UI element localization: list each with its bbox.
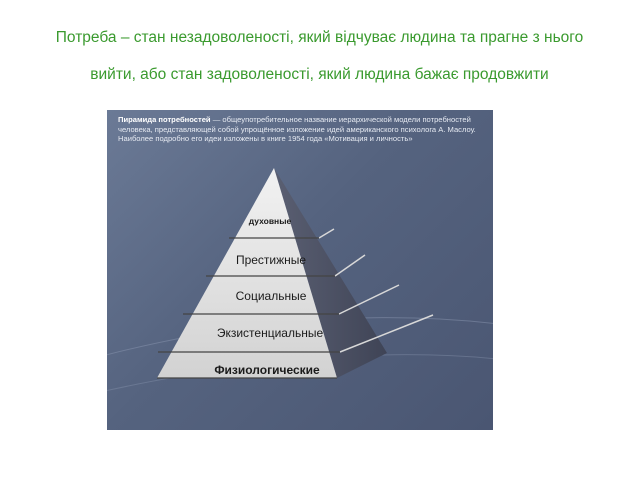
pyramid-level-spiritual: духовные <box>248 216 292 226</box>
slide-heading-line-1: Потреба – стан незадоволеності, який відчуває людина та прагне з нього <box>55 29 584 46</box>
description-term: Пирамида потребностей <box>118 115 211 124</box>
pyramid-level-physiological: Физиологические <box>214 363 320 377</box>
pyramid-level-prestige: Престижные <box>235 253 307 267</box>
description-text: — общеупотребительное название иерархической модели потребностей человека, представляющей собой упрощённое изложение идей американского психолога А. Маслоу. Наиболее подробно его идеи изложены в книге 1954 года «Мотивация и личность» <box>118 115 476 144</box>
pyramid-graphic <box>107 110 493 430</box>
pyramid-level-social: Социальные <box>235 289 307 303</box>
pyramid-description <box>118 115 488 144</box>
slide-heading-line-2: вийти, або стан задоволеності, який людина бажає продовжити <box>90 66 549 83</box>
pyramid-image <box>107 110 493 430</box>
pyramid-level-existential: Экзистенциальные <box>216 326 324 340</box>
